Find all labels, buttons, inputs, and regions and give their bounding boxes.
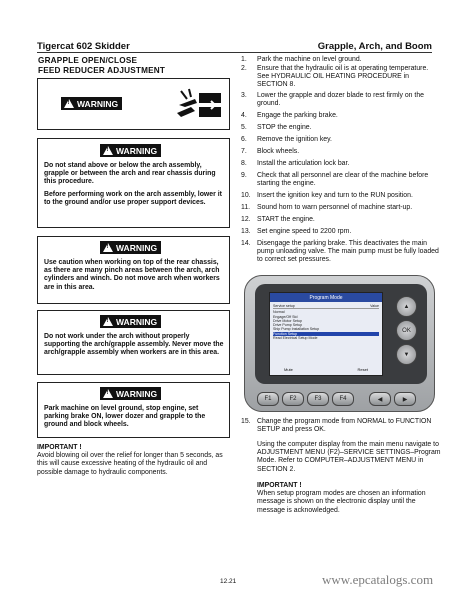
warning-badge: ! WARNING <box>61 97 122 110</box>
warning-triangle-icon <box>103 146 113 155</box>
important-note-left: IMPORTANT ! Avoid blowing oil over the relief for longer than 5 seconds, as this will cause excessive heating of the hydraulic oil and possible damage to hydraulic components. <box>37 444 223 476</box>
step-15-instructions: Using the computer display from the main menu navigate to ADJUSTMENT MENU (F2)–SERVICE SETTINGS–Program Mode. Refer to COMPUTER–ADJUSTMENT MENU in SECTION 2. <box>257 441 441 473</box>
step-14: 14. Disengage the parking brake. This deactivates the main pump unloading valve. The main pump must be fully loaded to correct set pressures. <box>241 240 439 264</box>
warning-badge: ! WARNING <box>100 387 161 400</box>
warning-box-2 <box>37 236 230 304</box>
step-10: 10. Insert the ignition key and turn to the RUN position. <box>241 192 413 199</box>
down-arrow-button: ▼ <box>396 344 417 365</box>
warning-text: Park machine on level ground, stop engine, set parking brake ON, lower dozer and grapple to the ground and block wheels. <box>44 405 206 429</box>
warning-triangle-icon <box>103 243 113 252</box>
warning-box-1 <box>37 138 230 228</box>
step-5: 5. STOP the engine. <box>241 124 312 131</box>
display-title: Program Mode <box>270 293 382 302</box>
warning-text: Do not stand above or below the arch assembly, grapple or between the arch and rear chassis during this procedure. Before performing work on the arch assembly, lower it to the ground and/or use proper support devices. <box>44 162 222 206</box>
step-11: 11. Sound horn to warn personnel of machine start-up. <box>241 204 413 211</box>
up-arrow-button: ▲ <box>396 296 417 317</box>
f1-button: F1 <box>257 392 279 406</box>
warning-badge: ! WARNING <box>100 144 161 157</box>
warning-icon-box <box>37 78 230 130</box>
warning-box-4 <box>37 382 230 438</box>
pinch-hazard-icon <box>173 85 223 125</box>
header-title: Tigercat 602 Skidder <box>37 41 130 52</box>
step-7: 7. Block wheels. <box>241 148 300 155</box>
warning-box-3 <box>37 310 230 375</box>
display-menu: Service setup Value Normal Engage/Off Std Drive Motor Setup Drive Pump Setup Ship Pump Installation Setup Function Setup Read Electrical Setup Mode <box>273 304 379 341</box>
page-number: 12.21 <box>220 578 237 585</box>
step-2: 2. Ensure that the hydraulic oil is at operating temperature. See HYDRAULIC OIL HEATING PROCEDURE in SECTION 8. <box>241 65 429 89</box>
right-arrow-button: ▶ <box>394 392 416 406</box>
warning-triangle-icon <box>103 389 113 398</box>
step-1: 1. Park the machine on level ground. <box>241 56 362 63</box>
step-4: 4. Engage the parking brake. <box>241 112 338 119</box>
warning-badge: ! WARNING <box>100 315 161 328</box>
warning-text: Do not work under the arch without properly supporting the arch/grapple assembly. Never move the arch/grapple assembly when workers are in this area. <box>44 333 224 357</box>
step-15: 15. Change the program mode from NORMAL to FUNCTION SETUP and press OK. <box>241 418 432 434</box>
section-title: GRAPPLE OPEN/CLOSE FEED REDUCER ADJUSTMENT <box>38 56 166 75</box>
step-6: 6. Remove the ignition key. <box>241 136 332 143</box>
step-13: 13. Set engine speed to 2200 rpm. <box>241 228 352 235</box>
display-screen: Program Mode Service setup Value Normal Engage/Off Std Drive Motor Setup Drive Pump Setup Ship Pump Installation Setup Function Setup Read Electrical Setup Mode Mute Reset <box>269 292 383 376</box>
step-9: 9. Check that all personnel are clear of the machine before starting the engine. <box>241 172 429 188</box>
important-note-right: IMPORTANT ! When setup program modes are chosen an information message is shown on the electronic display until the message is acknowledged. <box>257 482 426 514</box>
warning-triangle-icon <box>103 317 113 326</box>
f3-button: F3 <box>307 392 329 406</box>
step-3: 3. Lower the grapple and dozer blade to rest firmly on the ground. <box>241 92 425 108</box>
step-8: 8. Install the articulation lock bar. <box>241 160 350 167</box>
warning-triangle-icon <box>64 99 74 108</box>
warning-badge: ! WARNING <box>100 241 161 254</box>
left-arrow-button: ◀ <box>369 392 391 406</box>
header-rule <box>37 52 432 53</box>
f2-button: F2 <box>282 392 304 406</box>
watermark: www.epcatalogs.com <box>322 572 434 587</box>
selected-menu-item: Function Setup <box>273 332 379 336</box>
computer-display-unit <box>244 275 435 412</box>
header-section: Grapple, Arch, and Boom <box>317 41 432 52</box>
ok-button: OK <box>396 320 417 341</box>
f4-button: F4 <box>332 392 354 406</box>
step-12: 12. START the engine. <box>241 216 315 223</box>
warning-text: Use caution when working on top of the rear chassis, as there are many pinch areas between the arch, arch cylinders and winch. Do not move arch when workers are in this area. <box>44 259 220 291</box>
